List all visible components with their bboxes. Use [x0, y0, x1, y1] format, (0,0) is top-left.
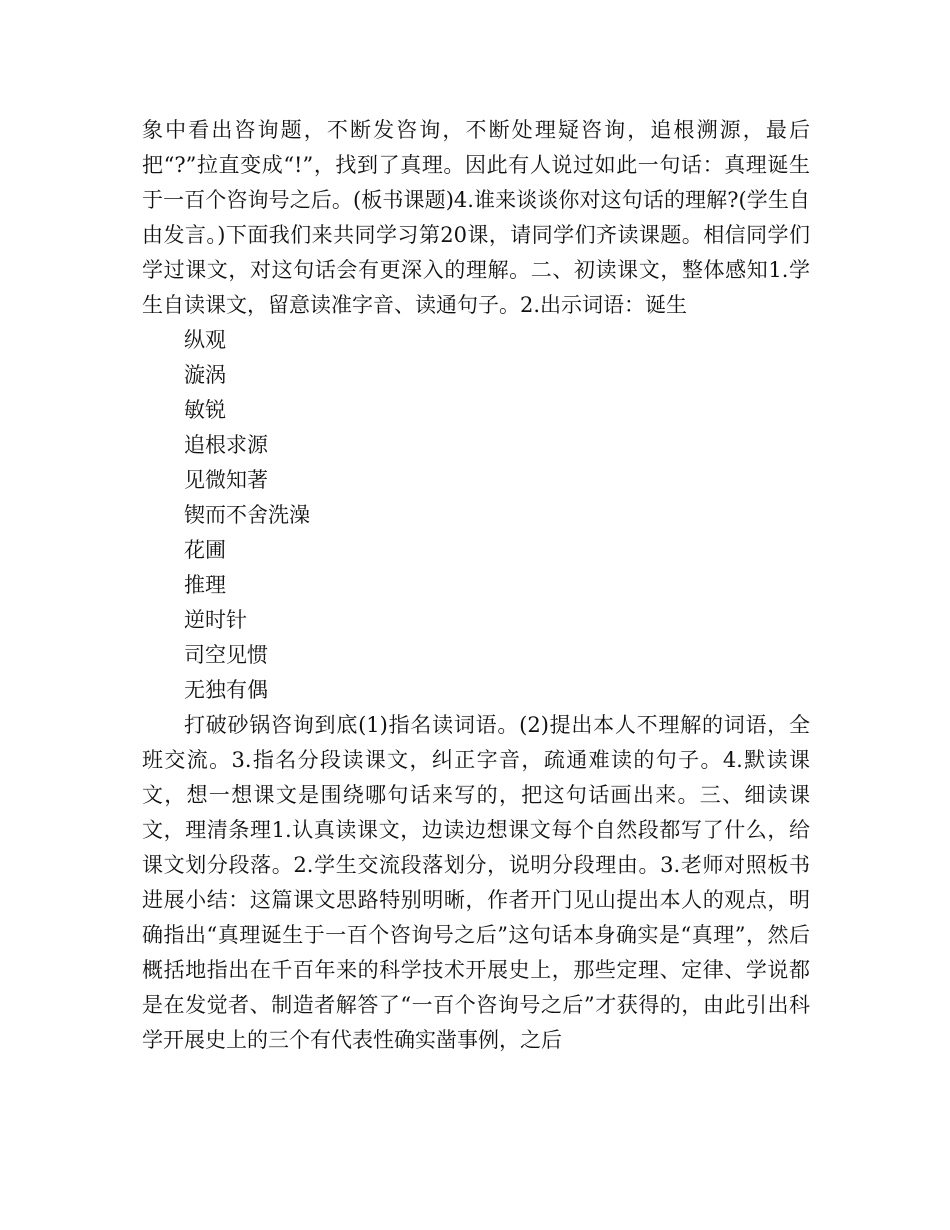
vocabulary-item: 追根求源 [184, 433, 268, 457]
vocabulary-list [142, 323, 810, 708]
vocabulary-item: 敏锐 [184, 398, 226, 422]
vocabulary-item: 纵观 [184, 328, 226, 352]
vocabulary-item: 花圃 [184, 538, 226, 562]
vocabulary-item: 见微知著 [184, 468, 268, 492]
vocabulary-item: 锲而不舍洗澡 [184, 503, 310, 527]
vocabulary-item: 司空见惯 [184, 643, 268, 667]
document-body [142, 113, 810, 1058]
paragraph: 象中看出咨询题，不断发咨询，不断处理疑咨询，追根溯源，最后把“?”拉直变成“!”，找到了真理。因此有人说过如此一句话：真理诞生于一百个咨询号之后。(板书课题)4.谁来谈谈你对这句话的理解?(学生自由发言。)下面我们来共同学习第20课，请同学们齐读课题。相信同学们学过课文，对这句话会有更深入的理解。二、初读课文，整体感知1.学生自读课文，留意读准字音、读通句子。2.出示词语：诞生 [142, 118, 810, 317]
vocabulary-item: 无独有偶 [184, 678, 268, 702]
vocabulary-item: 推理 [184, 573, 226, 597]
paragraph: 打破砂锅咨询到底(1)指名读词语。(2)提出本人不理解的词语，全班交流。3.指名分段读课文，纠正字音，疏通难读的句子。4.默读课文，想一想课文是围绕哪句话来写的，把这句话画出来。三、细读课文，理清条理1.认真读课文，边读边想课文每个自然段都写了什么，给课文划分段落。2.学生交流段落划分，说明分段理由。3.老师对照板书进展小结：这篇课文思路特别明晰，作者开门见山提出本人的观点，明确指出“真理诞生于一百个咨询号之后”这句话本身确实是“真理”，然后概括地指出在千百年来的科学技术开展史上，那些定理、定律、学说都是在发觉者、制造者解答了“一百个咨询号之后”才获得的，由此引出科学开展史上的三个有代表性确实凿事例，之后 [142, 713, 810, 1052]
vocabulary-item: 逆时针 [184, 608, 247, 632]
vocabulary-item: 漩涡 [184, 363, 226, 387]
